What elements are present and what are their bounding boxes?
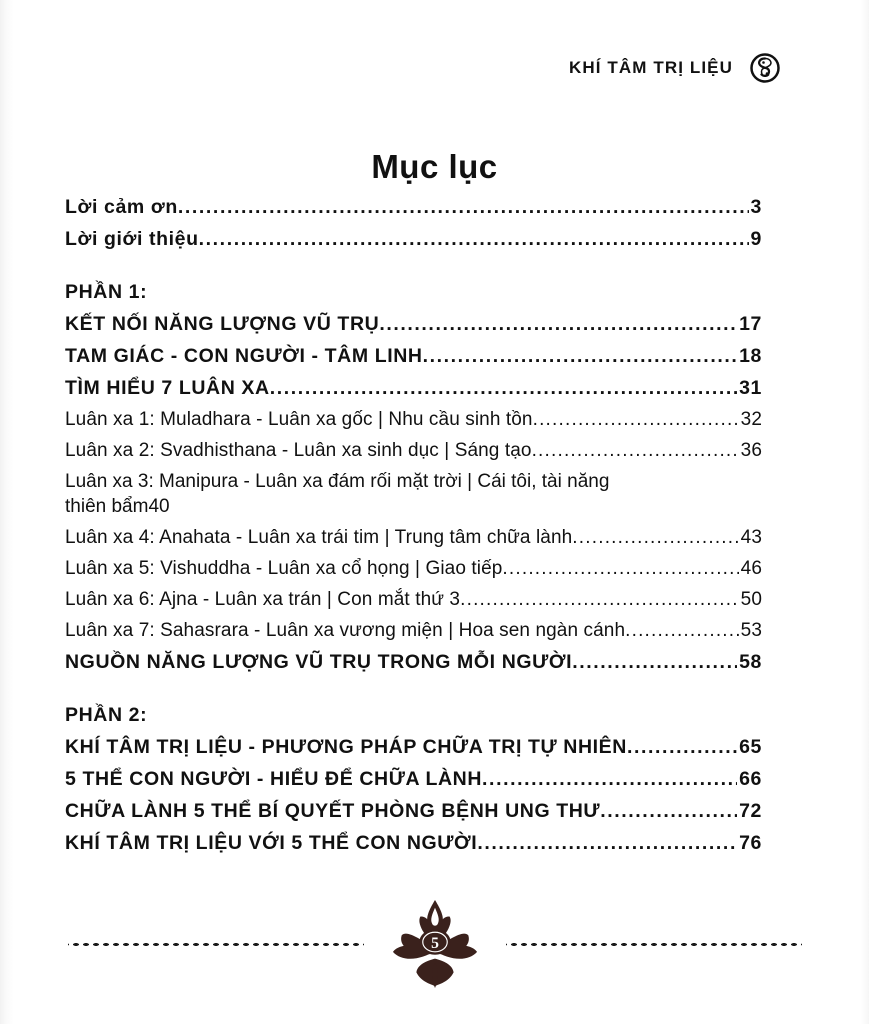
toc-leader-dots bbox=[600, 804, 737, 824]
toc-entry-khi-tam-tri-lieu-phuong-phap[interactable] bbox=[65, 736, 762, 759]
toc-entry-page: 17 bbox=[739, 313, 762, 335]
toc-leader-dots bbox=[423, 349, 738, 369]
spiral-circle-logo-icon bbox=[749, 52, 781, 84]
toc-entry-page: 72 bbox=[739, 800, 762, 822]
toc-entry-label: 5 THỂ CON NGƯỜI - HIỂU ĐỂ CHỮA LÀNH bbox=[65, 768, 483, 790]
toc-entry-khi-tam-tri-lieu-voi-5-the[interactable] bbox=[65, 832, 762, 855]
toc-entry-label: NGUỒN NĂNG LƯỢNG VŨ TRỤ TRONG MỖI NGƯỜI bbox=[65, 651, 573, 673]
toc-entry-label: Lời cảm ơn bbox=[65, 196, 178, 218]
part-2-heading: PHẦN 2: bbox=[65, 704, 148, 726]
toc-entry-label: Luân xa 6: Ajna - Luân xa trán | Con mắt thứ 3 bbox=[65, 589, 461, 610]
toc-leader-dots bbox=[627, 740, 737, 760]
toc-leader-dots bbox=[532, 443, 739, 462]
section-spacer bbox=[65, 260, 762, 281]
toc-entry-page: 50 bbox=[740, 589, 762, 610]
toc-entry-label: Luân xa 4: Anahata - Luân xa trái tim | Trung tâm chữa lành bbox=[65, 527, 573, 548]
toc-entry-page: 65 bbox=[739, 736, 762, 758]
toc-leader-dots bbox=[477, 836, 737, 856]
toc-entry-luan-xa-3[interactable] bbox=[65, 471, 762, 518]
toc-entry-page: 53 bbox=[740, 620, 762, 641]
toc-entry-loi-gioi-thieu[interactable] bbox=[65, 228, 762, 251]
toc-entry-page: 3 bbox=[750, 196, 762, 218]
page-footer bbox=[0, 898, 869, 990]
toc-entry-luan-xa-2[interactable] bbox=[65, 440, 762, 462]
toc-entry-label: Luân xa 5: Vishuddha - Luân xa cổ họng | Giao tiếp bbox=[65, 558, 503, 579]
toc-entry-page: 76 bbox=[739, 832, 762, 854]
toc-leader-dots bbox=[270, 381, 737, 401]
lotus-flower-icon bbox=[386, 898, 484, 990]
toc-entry-tim-hieu-7-luan-xa[interactable] bbox=[65, 377, 762, 400]
toc-entry-page: 66 bbox=[739, 768, 762, 790]
footer-page-number: 5 bbox=[430, 934, 439, 952]
toc-entry-ket-noi-nang-luong[interactable] bbox=[65, 313, 762, 336]
section-spacer bbox=[65, 683, 762, 704]
toc-entry-label-line1: Luân xa 3: Manipura - Luân xa đám rối mặt trời | Cái tôi, tài năng bbox=[65, 471, 610, 492]
toc-entry-luan-xa-6[interactable] bbox=[65, 589, 762, 611]
toc-entry-nguon-nang-luong[interactable] bbox=[65, 651, 762, 674]
toc-entry-luan-xa-5[interactable] bbox=[65, 558, 762, 580]
toc-leader-dots bbox=[199, 232, 749, 252]
toc-leader-dots bbox=[572, 530, 738, 549]
toc-entry-luan-xa-1[interactable] bbox=[65, 409, 762, 431]
running-header bbox=[569, 52, 781, 84]
toc-leader-dots bbox=[625, 623, 739, 642]
toc-entry-luan-xa-4[interactable] bbox=[65, 527, 762, 549]
toc-entry-page: 36 bbox=[740, 440, 762, 461]
toc-entry-5-the-con-nguoi[interactable] bbox=[65, 768, 762, 791]
toc-entry-page: 40 bbox=[148, 496, 170, 517]
toc-leader-dots bbox=[460, 592, 739, 611]
toc-entry-label: Lời giới thiệu bbox=[65, 228, 199, 250]
toc-entry-tam-giac[interactable] bbox=[65, 345, 762, 368]
toc-entry-page: 58 bbox=[739, 651, 762, 673]
toc-entry-label: CHỮA LÀNH 5 THỂ BÍ QUYẾT PHÒNG BỆNH UNG THƯ bbox=[65, 800, 601, 822]
toc-leader-dots bbox=[482, 772, 737, 792]
toc-entry-label: KẾT NỐI NĂNG LƯỢNG VŨ TRỤ bbox=[65, 313, 380, 335]
toc-entry-label: TÌM HIỂU 7 LUÂN XA bbox=[65, 377, 270, 399]
toc-entry-label: Luân xa 1: Muladhara - Luân xa gốc | Nhu cầu sinh tồn bbox=[65, 409, 533, 430]
table-of-contents bbox=[65, 196, 762, 864]
toc-leader-dots bbox=[502, 561, 738, 580]
toc-entry-label: KHÍ TÂM TRỊ LIỆU VỚI 5 THỂ CON NGƯỜI bbox=[65, 832, 478, 854]
toc-entry-label: KHÍ TÂM TRỊ LIỆU - PHƯƠNG PHÁP CHỮA TRỊ TỰ NHIÊN bbox=[65, 736, 627, 758]
toc-entry-page: 46 bbox=[740, 558, 762, 579]
toc-entry-page: 32 bbox=[740, 409, 762, 430]
toc-entry-chua-lanh-5-the[interactable] bbox=[65, 800, 762, 823]
toc-leader-dots bbox=[178, 200, 749, 220]
toc-entry-page: 9 bbox=[750, 228, 762, 250]
toc-leader-dots bbox=[572, 655, 737, 675]
page-title: Mục lục bbox=[371, 148, 498, 185]
dotted-rule-icon bbox=[506, 942, 802, 947]
dotted-rule-icon bbox=[68, 942, 364, 947]
toc-entry-page: 31 bbox=[739, 377, 762, 399]
toc-entry-page: 43 bbox=[740, 527, 762, 548]
toc-entry-loi-cam-on[interactable] bbox=[65, 196, 762, 219]
toc-entry-page: 18 bbox=[739, 345, 762, 367]
toc-leader-dots bbox=[533, 412, 739, 431]
toc-leader-dots bbox=[379, 317, 737, 337]
running-header-title: KHÍ TÂM TRỊ LIỆU bbox=[569, 58, 733, 77]
part-1-heading: PHẦN 1: bbox=[65, 281, 148, 303]
toc-entry-label: TAM GIÁC - CON NGƯỜI - TÂM LINH bbox=[65, 345, 423, 367]
toc-entry-label: Luân xa 2: Svadhisthana - Luân xa sinh dục | Sáng tạo bbox=[65, 440, 532, 461]
toc-entry-label: Luân xa 7: Sahasrara - Luân xa vương miện | Hoa sen ngàn cánh bbox=[65, 620, 626, 641]
toc-entry-luan-xa-7[interactable] bbox=[65, 620, 762, 642]
toc-entry-label-line2: thiên bẩm bbox=[65, 496, 149, 517]
